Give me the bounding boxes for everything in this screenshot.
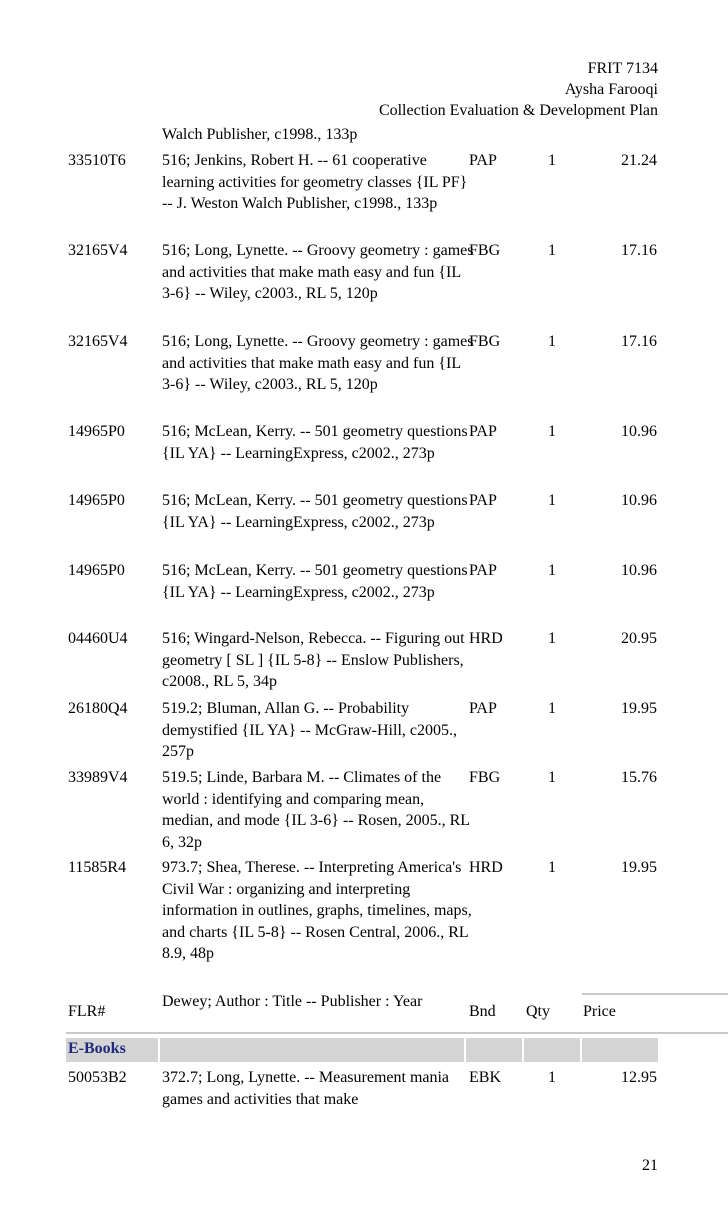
- course-code: FRIT 7134: [587, 60, 658, 77]
- quantity: 1: [548, 423, 556, 440]
- binding: PAP: [469, 152, 497, 169]
- quantity: 1: [548, 152, 556, 169]
- flr-number: 14965P0: [68, 492, 125, 509]
- title-entry: 516; McLean, Kerry. -- 501 geometry questions {IL YA} -- LearningExpress, c2002., 273p: [162, 562, 468, 601]
- band-divider: [158, 1038, 160, 1062]
- binding: EBK: [469, 1069, 501, 1086]
- title-entry: 516; Long, Lynette. -- Groovy geometry : games and activities that make math easy and fun {IL 3-6} -- Wiley, c2003., RL 5, 120p: [162, 333, 474, 394]
- price: 10.96: [621, 492, 657, 509]
- flr-number: 33510T6: [68, 152, 126, 169]
- author-name: Aysha Farooqi: [564, 81, 658, 98]
- column-header-price: Price: [583, 1003, 616, 1020]
- flr-number: 14965P0: [68, 423, 125, 440]
- quantity: 1: [548, 700, 556, 717]
- flr-number: 50053B2: [68, 1069, 127, 1086]
- header-rule-top: [582, 993, 728, 995]
- quantity: 1: [548, 769, 556, 786]
- title-entry: 516; McLean, Kerry. -- 501 geometry questions {IL YA} -- LearningExpress, c2002., 273p: [162, 492, 468, 531]
- flr-number: 33989V4: [68, 769, 128, 786]
- price: 15.76: [621, 769, 657, 786]
- section-band: [66, 1038, 658, 1062]
- flr-number: 14965P0: [68, 562, 125, 579]
- flr-number: 32165V4: [68, 242, 128, 259]
- price: 20.95: [621, 630, 657, 647]
- binding: PAP: [469, 492, 497, 509]
- page-number: 21: [642, 1157, 658, 1174]
- quantity: 1: [548, 859, 556, 876]
- band-divider: [522, 1038, 524, 1062]
- title-entry: 516; Long, Lynette. -- Groovy geometry : games and activities that make math easy and fun {IL 3-6} -- Wiley, c2003., RL 5, 120p: [162, 242, 474, 303]
- price: 21.24: [621, 152, 657, 169]
- continuation-text: Walch Publisher, c1998., 133p: [162, 126, 358, 143]
- price: 19.95: [621, 700, 657, 717]
- quantity: 1: [548, 333, 556, 350]
- binding: FBG: [469, 333, 501, 350]
- binding: FBG: [469, 769, 501, 786]
- flr-number: 26180Q4: [68, 700, 128, 717]
- band-divider: [580, 1038, 582, 1062]
- title-entry: 516; Wingard-Nelson, Rebecca. -- Figuring out geometry [ SL ] {IL 5-8} -- Enslow Publishers, c2008., RL 5, 34p: [162, 630, 465, 691]
- flr-number: 04460U4: [68, 630, 128, 647]
- binding: PAP: [469, 700, 497, 717]
- header-rule: [66, 1032, 728, 1034]
- flr-number: 11585R4: [68, 859, 127, 876]
- section-heading: E-Books: [68, 1040, 126, 1057]
- price: 17.16: [621, 242, 657, 259]
- binding: PAP: [469, 423, 497, 440]
- binding: HRD: [469, 630, 503, 647]
- title-entry: 372.7; Long, Lynette. -- Measurement mania games and activities that make: [162, 1069, 450, 1108]
- document-title: Collection Evaluation & Development Plan: [378, 102, 658, 119]
- band-divider: [464, 1038, 466, 1062]
- price: 17.16: [621, 333, 657, 350]
- column-header-description: Dewey; Author : Title -- Publisher : Year: [162, 993, 423, 1010]
- quantity: 1: [548, 630, 556, 647]
- quantity: 1: [548, 492, 556, 509]
- column-header-binding: Bnd: [469, 1003, 496, 1020]
- title-entry: 519.5; Linde, Barbara M. -- Climates of the world : identifying and comparing mean, median, and mode {IL 3-6} -- Rosen, 2005., RL 6, 32p: [162, 769, 470, 851]
- price: 10.96: [621, 562, 657, 579]
- binding: FBG: [469, 242, 501, 259]
- column-header-flr: FLR#: [68, 1003, 106, 1020]
- quantity: 1: [548, 242, 556, 259]
- title-entry: 516; McLean, Kerry. -- 501 geometry questions {IL YA} -- LearningExpress, c2002., 273p: [162, 423, 468, 462]
- quantity: 1: [548, 1069, 556, 1086]
- title-entry: 973.7; Shea, Therese. -- Interpreting America's Civil War : organizing and interpreting information in outlines, graphs, timelines, maps, and charts {IL 5-8} -- Rosen Central, 2006., RL 8.9, 48p: [162, 859, 472, 963]
- quantity: 1: [548, 562, 556, 579]
- binding: HRD: [469, 859, 503, 876]
- price: 19.95: [621, 859, 657, 876]
- title-entry: 516; Jenkins, Robert H. -- 61 cooperative learning activities for geometry classes {IL PF} -- J. Weston Walch Publisher, c1998., 133p: [162, 152, 468, 213]
- binding: PAP: [469, 562, 497, 579]
- column-header-quantity: Qty: [526, 1003, 550, 1020]
- price: 12.95: [621, 1069, 657, 1086]
- title-entry: 519.2; Bluman, Allan G. -- Probability demystified {IL YA} -- McGraw-Hill, c2005., 257p: [162, 700, 457, 761]
- flr-number: 32165V4: [68, 333, 128, 350]
- price: 10.96: [621, 423, 657, 440]
